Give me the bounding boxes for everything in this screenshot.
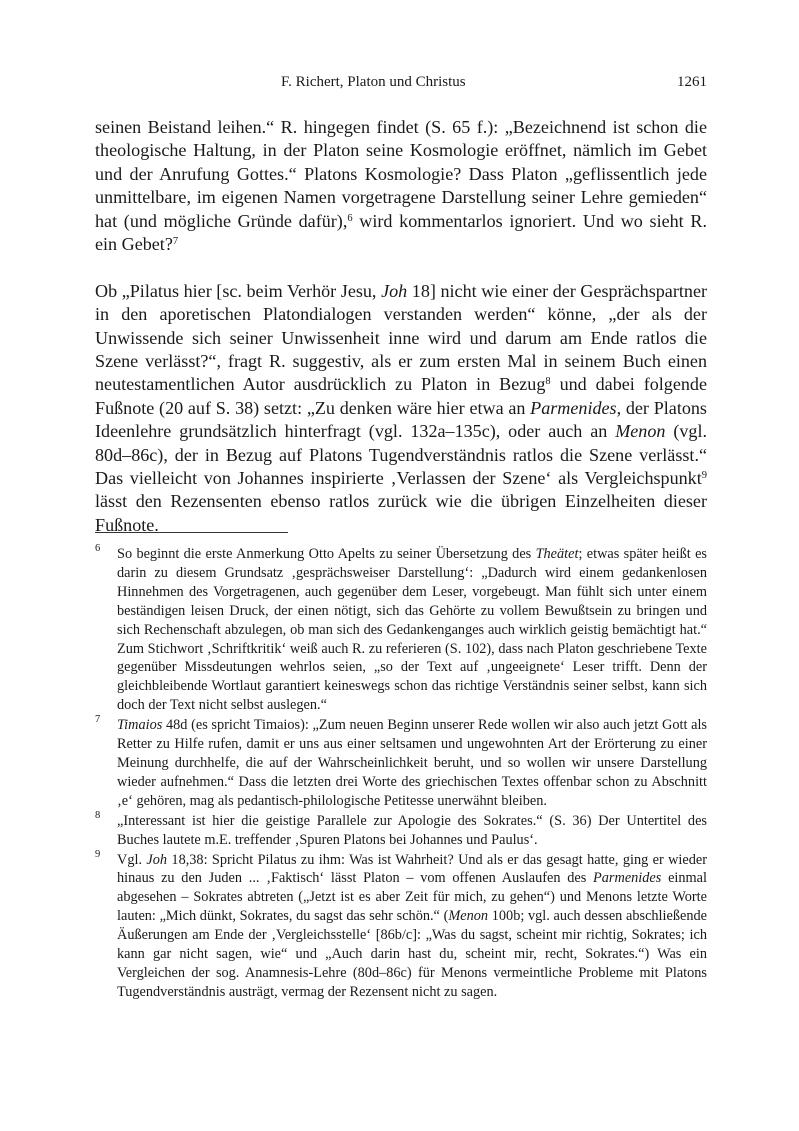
- footnote-text: [117, 851, 707, 1002]
- page-number: 1261: [677, 74, 707, 90]
- text-run: So beginnt die erste Anmerkung Otto Apelts zu seiner Übersetzung des: [117, 546, 536, 562]
- running-title: F. Richert, Platon und Christus: [281, 74, 466, 90]
- text-run: 18,38: Spricht Pilatus zu ihm: Was ist Wahrheit? Und als er das gesagt hatte, ging er wieder hinaus zu den Juden ... ‚Faktisch‘ lässt Platon – vom offenen Auslaufen des: [117, 851, 707, 887]
- text-run: und dabei folgende Fußnote (20 auf S. 38) setzt: „Zu denken wäre hier etwa an: [95, 374, 708, 418]
- footnote-6: [95, 545, 707, 715]
- footnote-text: [117, 812, 707, 850]
- text-run: einmal abgesehen – Sokrates abtreten („Jetzt ist es aber Zeit für mich, zu gehen“) und Menons letzte Worte lauten: „Mich dünkt, Sokrates, du sagst das sehr schön.“ (: [117, 870, 707, 925]
- text-run: 18] nicht wie einer der Gesprächspartner in den aporetischen Platondialogen verstanden werden“ könne, „der als der Unwissende sich seiner Unwissenheit inne wird und darum am Ende ratlos die Szene verlässt?“, fragt R. suggestiv, als er zum ersten Mal in seinem Buch einen neutestamentlichen Autor ausdrücklich zu Platon in Bezug: [95, 280, 707, 395]
- footnote-ref-7: 7: [172, 236, 179, 248]
- footnote-number: 7: [95, 714, 101, 726]
- footnote-number: 8: [95, 809, 101, 821]
- footnote-7: [95, 716, 707, 811]
- footnote-ref-9: 9: [701, 470, 707, 482]
- footnote-ref-6: 6: [347, 212, 353, 224]
- text-run: 100b; vgl. auch dessen abschließende Äußerungen am Ende der ‚Vergleichsstelle‘ [86b/c]: „Was du sagst, scheint mir richtig, Sokrates; ich kann gar nicht sagen, wie“ und „Auch darin hast du, scheint mir, recht, Sokrates.“) Was ein Vergleichen der sog. Anamnesis-Lehre (80d–86c) für Menons vermeintliche Probleme mit Platons Tugendverständnis austrägt, vermag der Rezensent nicht zu sagen.: [117, 908, 707, 1000]
- footnote-8: [95, 809, 707, 850]
- text-run: Vgl.: [117, 851, 147, 868]
- text-run: seinen Beistand leihen.“ R. hingegen findet (S. 65 f.): „Bezeichnend ist schon die theologische Haltung, in der Platon seine Kosmologie eröffnet, nämlich im Gebet und der Anrufung Gottes.“ Platons Kosmologie? Dass Platon „geflissentlich jede unmittelbare, im eigenen Namen vorgetragene Darstellung seiner Lehre gemieden“ hat (und mögliche Gründe dafür),: [95, 117, 707, 231]
- footnote-separator: [95, 532, 288, 533]
- footnote-text: [117, 545, 707, 715]
- footnote-9: [95, 848, 707, 1002]
- text-run: lässt den Rezensenten ebenso ratlos zurück wie die übrigen Einzelheiten dieser Fußnote.: [95, 491, 707, 535]
- footnote-number: 6: [95, 543, 101, 554]
- text-run: Ob „Pilatus hier [sc. beim Verhör Jesu,: [95, 280, 382, 301]
- italic-run: Timaios: [117, 717, 163, 734]
- italic-run: Parmenides: [530, 397, 617, 418]
- italic-run: Parmenides: [593, 870, 662, 887]
- italic-run: Joh: [381, 280, 408, 301]
- text-run: , der Platons Ideenlehre grundsätzlich hinterfragt (vgl. 132a–135c), oder auch an: [95, 397, 707, 442]
- text-run: „Interessant ist hier die geistige Parallele zur Apologie des Sokrates.“ (S. 36) Der Untertitel des Buches lautete m.E. treffender ‚Spuren Platons bei Johannes und Paulus‘.: [117, 812, 707, 848]
- body-paragraph-2: [95, 280, 707, 537]
- italic-run: Theätet: [535, 546, 579, 562]
- main-text: [95, 116, 707, 537]
- footnote-ref-8: 8: [545, 376, 551, 388]
- text-run: wird kommentarlos ignoriert. Und wo sieht R. ein Gebet?: [95, 210, 707, 255]
- text-run: 48d (es spricht Timaios): „Zum neuen Beginn unserer Rede wollen wir also auch jetzt Gott als Retter zu Hilfe rufen, damit er uns aus einer seltsamen und ungewohnten Art der Erörterung zu einer Meinung durchhelfe, die auf der Wahrscheinlichkeit beruht, und so wollen wir unsere Darstellung wieder aufnehmen.“ Dass die letzten drei Worte des griechischen Textes offenbar schon zu Abschnitt ‚e‘ gehören, mag als pedantisch-philologische Petitesse unerwähnt bleiben.: [117, 717, 707, 809]
- text-run: (vgl. 80d–86c), der in Bezug auf Platons Tugendverständnis ratlos die Szene verlässt.“ Das vielleicht von Johannes inspirierte ‚Verlassen der Szene‘ als Vergleichspunkt: [95, 421, 708, 489]
- body-paragraph-1: [95, 116, 707, 256]
- text-run: ; etwas später heißt es darin zu diesem Grundsatz ‚gesprächsweiser Darstellung‘: „Dadurch wird einem gedankenlosen Hinnehmen des Vorgetragenen, auch gegenüber dem Leser, vorgebeugt. Man fühlt sich unter einem beständigen leisen Druck, der einen nötigt, sich das Gehörte zu vollem Bewußtsein zu bringen und sich Rechenschaft abzulegen, ob man sich des Gedankenganges auch wirklich geistig bemächtigt hat.“ Zum Stichwort ‚Schriftkritik‘ weiß auch R. zu referieren (S. 102), dass nach Platon geschriebene Texte gegenüber Missdeutungen wehrlos seien, „so der Text auf ‚ungeeignete‘ Leser trifft. Denn der gleichbleibende Wortlaut garantiert keineswegs schon das richtige Verständnis seiner selbst, kann sich doch der Text nicht selbst auslegen.“: [117, 546, 707, 714]
- italic-run: Joh: [146, 851, 168, 868]
- italic-run: Menon: [615, 421, 666, 442]
- footnote-number: 9: [95, 848, 101, 860]
- italic-run: Menon: [448, 908, 489, 925]
- running-header: [95, 74, 707, 94]
- footnote-text: [117, 716, 707, 811]
- footnotes: [95, 545, 707, 1002]
